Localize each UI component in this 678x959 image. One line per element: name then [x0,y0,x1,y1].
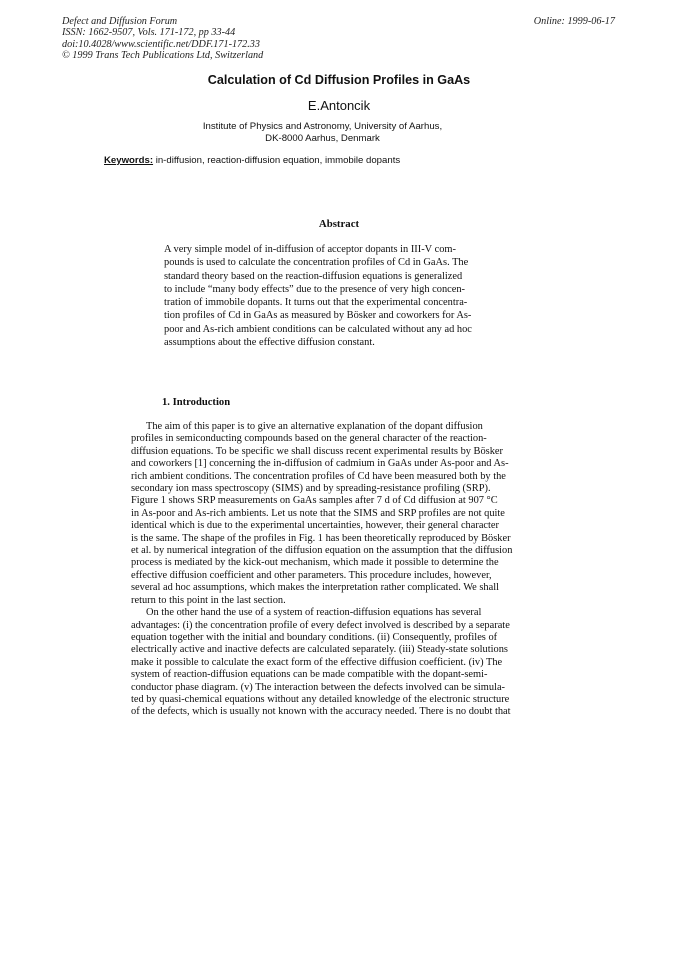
doi-line[interactable]: doi:10.4028/www.scientific.net/DDF.171-172.33 [62,38,260,50]
abstract-line: poor and As-rich ambient conditions can be calculated without any ad hoc [164,323,472,335]
author-name: E.Antoncik [307,98,371,113]
body-line: The aim of this paper is to give an alternative explanation of the dopant diffusion [146,421,483,432]
body-line: equation together with the initial and boundary conditions. (ii) Consequently, profiles of [131,631,498,643]
abstract-line: A very simple model of in-diffusion of acceptor dopants in III-V com- [164,244,456,255]
body-line: secondary ion mass spectroscopy (SIMS) and by spreading-resistance profiling (SRP). [131,483,491,495]
body-line: ted by quasi-chemical equations without any detailed knowledge of the electronic structure [131,693,510,705]
body-line: Figure 1 shows SRP measurements on GaAs samples after 7 d of Cd diffusion at 907 °C [131,495,498,507]
abstract-heading: Abstract [318,218,360,230]
issn-line: ISSN: 1662-9507, Vols. 171-172, pp 33-44 [62,27,236,39]
journal-name: Defect and Diffusion Forum [62,16,178,27]
keywords-text: in-diffusion, reaction-diffusion equation, immobile dopants [155,155,401,166]
section-heading-introduction: 1. Introduction [162,397,231,408]
keywords [104,155,400,166]
body-line: effective diffusion coefficient and other parameters. This procedure includes, however, [131,569,492,581]
abstract-line: assumptions about the effective diffusion constant. [164,337,375,349]
affiliation-line-1: Institute of Physics and Astronomy, University of Aarhus, [202,121,443,132]
body-line: is the same. The shape of the profiles in Fig. 1 has been theoretically reproduced by Bösker [131,532,511,544]
body-line: system of reaction-diffusion equations can be made compatible with the dopant-semi- [131,669,488,681]
body-line: process is mediated by the kick-out mechanism, which made it possible to determine the [131,557,499,569]
online-date: Online: 1999-06-17 [533,16,615,27]
body-line: diffusion equations. To be specific we shall discuss recent experimental results by Bösker [131,445,503,457]
body-line: in As-poor and As-rich ambients. Let us note that the SIMS and SRP profiles are not quite [131,507,505,519]
abstract-line: to include “many body effects” due to the presence of very high concen- [164,283,466,295]
body-line: make it possible to calculate the exact form of the effective diffusion coefficient. (iv) The [131,656,503,668]
body-line: of the defects, which is usually not known with the accuracy needed. There is no doubt that [131,706,511,718]
body-line: conductor phase diagram. (v) The interaction between the defects involved can be simula- [131,681,506,693]
keywords-label: Keywords: [104,155,154,166]
affiliation [0,121,645,144]
body-line: identical which is due to the experimental uncertainties, however, their general character [131,520,499,532]
paper-title: Calculation of Cd Diffusion Profiles in GaAs [207,73,471,87]
abstract-line: tration of immobile dopants. It turns out that the experimental concentra- [164,297,468,309]
abstract-line: pounds is used to calculate the concentration profiles of Cd in GaAs. The [164,257,469,269]
copyright-line: © 1999 Trans Tech Publications Ltd, Switzerland [62,49,264,61]
body-line: electrically active and inactive defects are calculated separately. (iii) Steady-state solutions [131,644,508,656]
introduction-body [131,421,523,719]
body-line: and coworkers [1] concerning the in-diffusion of cadmium in GaAs under As-poor and As- [131,458,509,470]
abstract-body [164,243,504,349]
journal-header [62,16,263,61]
abstract-line: tion profiles of Cd in GaAs as measured by Bösker and coworkers for As- [164,310,472,322]
affiliation-line-2: DK-8000 Aarhus, Denmark [265,132,380,144]
abstract-line: standard theory based on the reaction-diffusion equations is generalized [164,270,463,282]
body-line: On the other hand the use of a system of reaction-diffusion equations has several [146,607,482,619]
body-line: rich ambient conditions. The concentration profiles of Cd have been measured both by the [131,470,506,482]
body-line: et al. by numerical integration of the diffusion equation on the assumption that the diffusion [131,545,513,557]
body-line: profiles in semiconducting compounds based on the general character of the reaction- [131,433,487,445]
body-line: advantages: (i) the concentration profile of every defect involved is described by a separate [131,619,510,631]
body-line: several ad hoc assumptions, which makes the interpretation rather complicated. We shall [131,582,500,594]
body-line: return to this point in the last section. [131,594,286,606]
